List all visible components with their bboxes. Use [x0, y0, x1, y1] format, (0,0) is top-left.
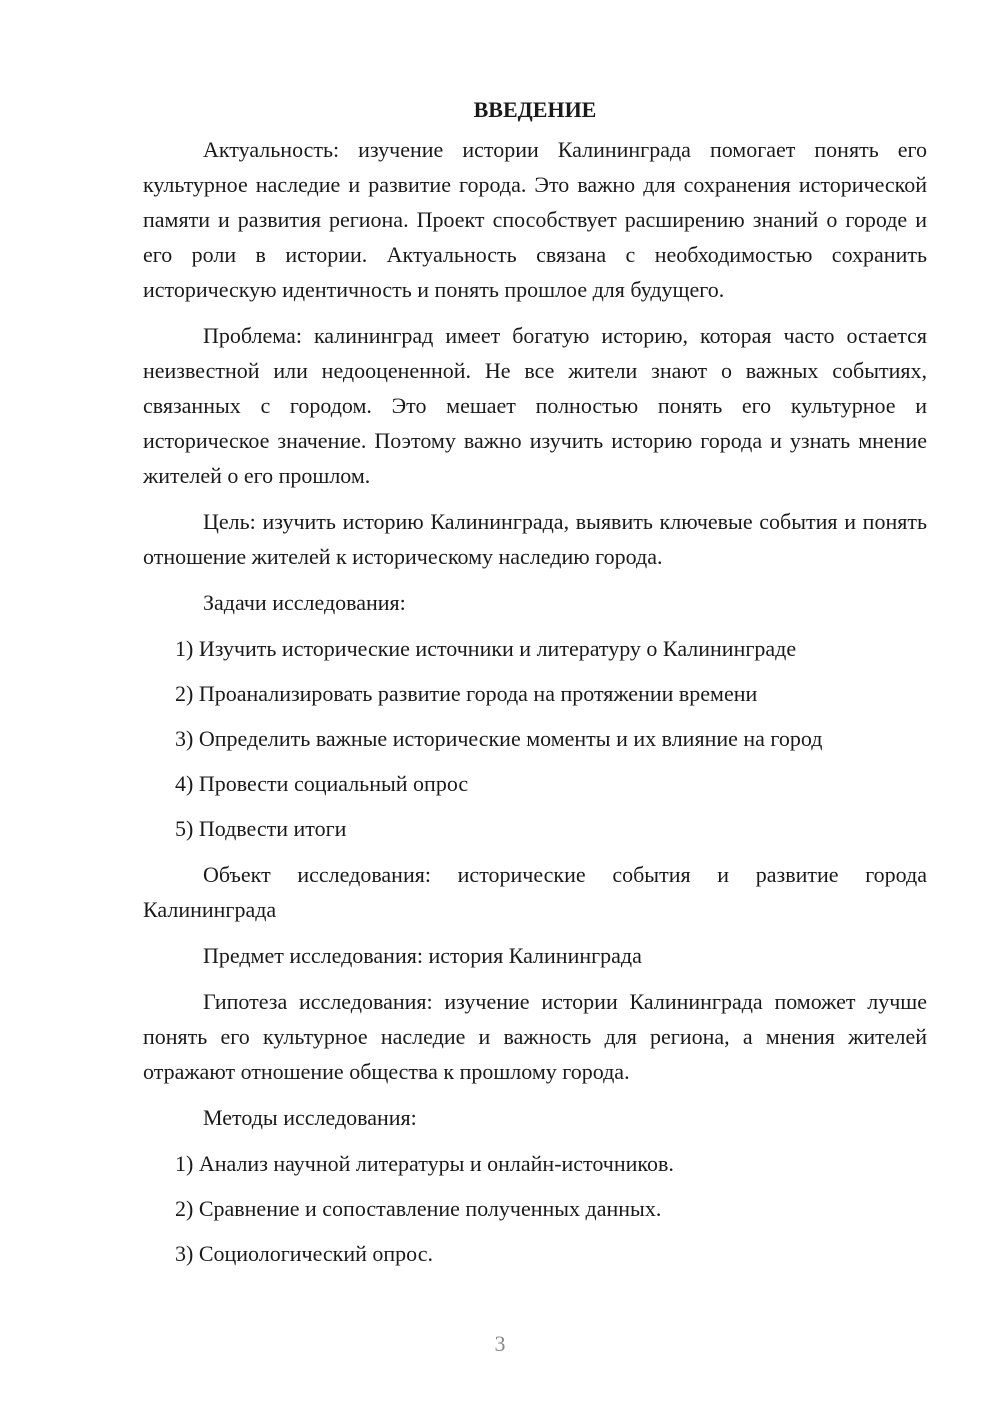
- object-paragraph: Объект исследования: исторические события и развитие города Калининграда: [143, 862, 927, 922]
- problem-paragraph: Проблема: калининград имеет богатую историю, которая часто остается неизвестной или недооцененной. Не все жители знают о важных событиях, связанных с городом. Это мешает полностью понять его культурное и историческое значение. Поэтому важно изучить историю города и узнать мнение жителей о его прошлом.: [143, 323, 927, 488]
- method-item: 3) Социологический опрос.: [175, 1241, 433, 1266]
- method-item: 2) Сравнение и сопоставление полученных данных.: [175, 1196, 662, 1221]
- task-item: 5) Подвести итоги: [175, 816, 347, 841]
- page-number: 3: [494, 1331, 506, 1356]
- methods-list: [143, 1146, 927, 1271]
- task-item: 3) Определить важные исторические моменты и их влияние на город: [175, 726, 823, 751]
- document-page: [143, 92, 927, 1282]
- task-item: 2) Проанализировать развитие города на протяжении времени: [175, 681, 758, 706]
- hypothesis-paragraph: Гипотеза исследования: изучение истории Калининграда поможет лучше понять его культурное наследие и важность для региона, а мнения жителей отражают отношение общества к прошлому города.: [143, 989, 927, 1084]
- method-item: 1) Анализ научной литературы и онлайн-источников.: [175, 1151, 674, 1176]
- methods-label: Методы исследования:: [203, 1105, 417, 1130]
- goal-paragraph: Цель: изучить историю Калининграда, выявить ключевые события и понять отношение жителей к историческому наследию города.: [143, 509, 927, 569]
- subject-paragraph: Предмет исследования: история Калининграда: [203, 943, 642, 968]
- page-title: ВВЕДЕНИЕ: [473, 97, 597, 122]
- task-item: 1) Изучить исторические источники и литературу о Калининграде: [175, 636, 797, 661]
- relevance-paragraph: Актуальность: изучение истории Калининграда помогает понять его культурное наследие и развитие города. Это важно для сохранения исторической памяти и развития региона. Проект способствует расширению знаний о городе и его роли в истории. Актуальность связана с необходимостью сохранить историческую идентичность и понять прошлое для будущего.: [143, 137, 927, 302]
- tasks-label: Задачи исследования:: [203, 590, 406, 615]
- task-item: 4) Провести социальный опрос: [175, 771, 469, 796]
- tasks-list: [143, 631, 927, 846]
